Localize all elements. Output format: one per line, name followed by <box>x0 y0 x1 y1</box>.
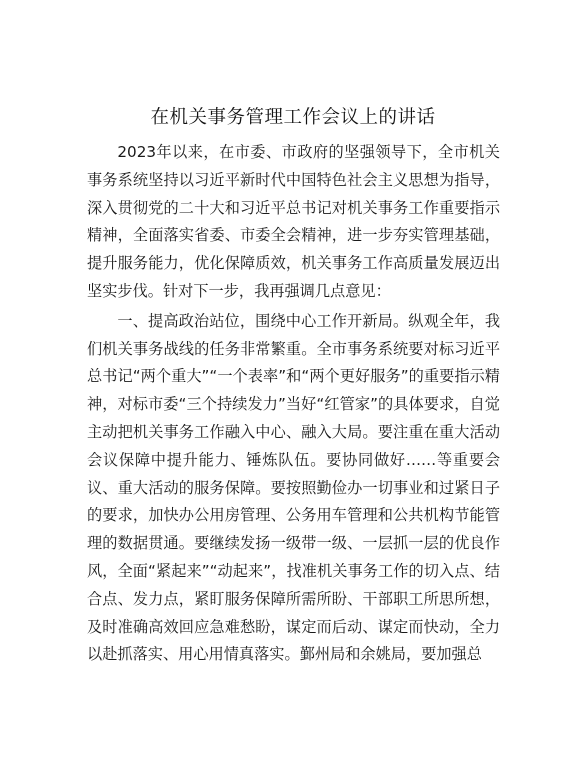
document-title: 在机关事务管理工作会议上的讲话 <box>150 107 436 128</box>
document-body <box>87 139 500 669</box>
intro-paragraph: 2023年以来，在市委、市政府的坚强领导下，全市机关事务系统坚持以习近平新时代中国特色社会主义思想为指导，深入贯彻党的二十大和习近平总书记对机关事务工作重要指示精神，全面落实省委、市委全会精神，进一步夯实管理基础，提升服务能力，优化保障质效，机关事务工作高质量发展迈出坚实步伐。针对下一步，我再强调几点意见： <box>87 143 500 300</box>
section-one-paragraph: 一、提高政治站位，围绕中心工作开新局。纵观全年，我们机关事务战线的任务非常繁重。全市事务系统要对标习近平总书记“两个重大”“一个表率”和“两个更好服务”的重要指示精神，对标市委“三个持续发力”当好“红管家”的具体要求，自觉主动把机关事务工作融入中心、融入大局。要注重在重大活动会议保障中提升能力、锤炼队伍。要协同做好……等重要会议、重大活动的服务保障。要按照勤俭办一切事业和过紧日子的要求，加快办公用房管理、公务用车管理和公共机构节能管理的数据贯通。要继续发扬一级带一级、一层抓一层的优良作风，全面“紧起来”“动起来”，找准机关事务工作的切入点、结合点、发力点，紧盯服务保障所需所盼、干部职工所思所想，及时准确高效回应急难愁盼，谋定而后动、谋定而快动，全力以赴抓落实、用心用情真落实。鄞州局和余姚局，要加强总 <box>87 311 500 664</box>
